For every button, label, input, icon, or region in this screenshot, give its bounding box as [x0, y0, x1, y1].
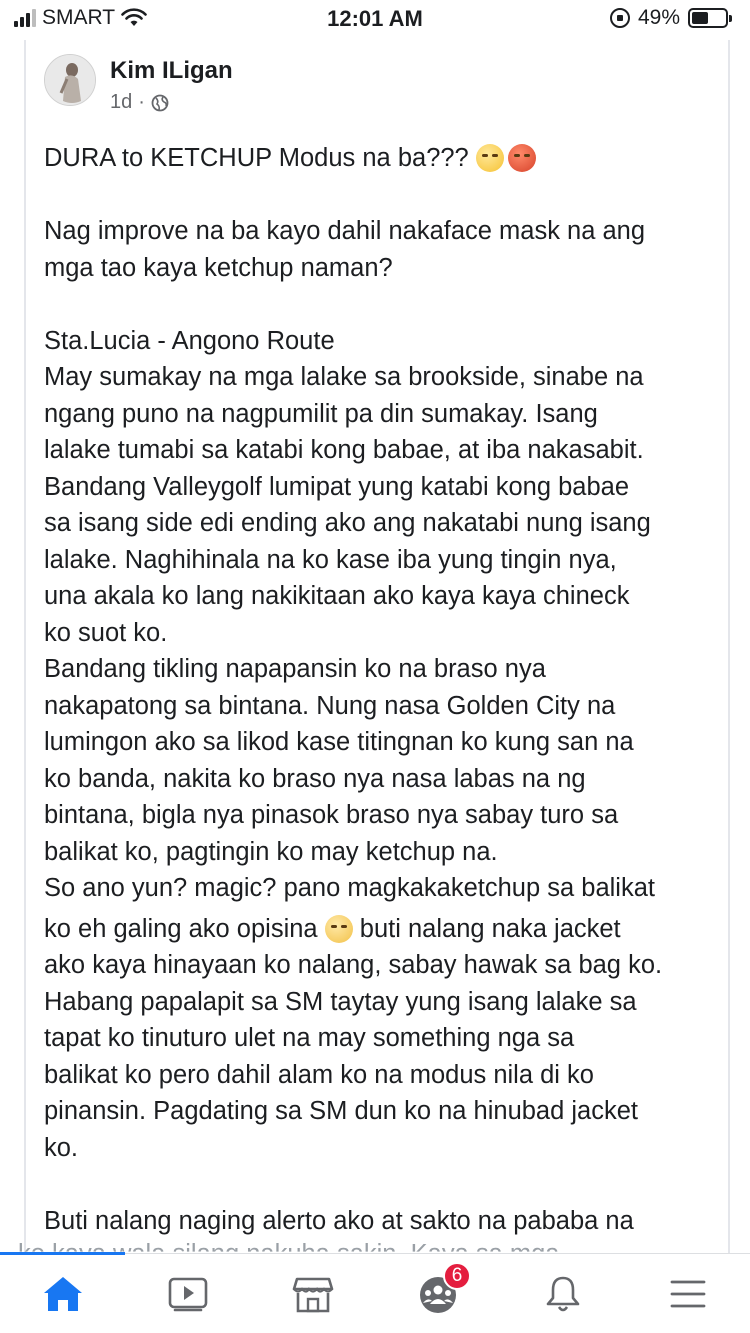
post-line: Habang papalapit sa SM taytay yung isang lalake sa	[44, 987, 637, 1016]
status-time: 12:01 AM	[327, 6, 423, 31]
tab-home[interactable]	[0, 1254, 125, 1333]
eye-roll-emoji-icon	[325, 915, 353, 943]
post-line	[44, 911, 724, 948]
post-text: buti nalang naka jacket	[352, 914, 621, 943]
angry-face-emoji-icon	[508, 144, 536, 172]
post-line: Bandang tikling napapansin ko na braso nya	[44, 655, 546, 683]
post-text: ko eh galing ako opisina	[44, 914, 325, 943]
notification-badge: 6	[443, 1262, 471, 1290]
post-line: Sta.Lucia - Angono Route	[44, 326, 335, 355]
store-icon	[290, 1273, 336, 1315]
carrier-name: SMART	[42, 6, 116, 29]
home-icon	[40, 1273, 86, 1315]
battery-fill	[692, 12, 708, 24]
post-line: lalake. Naghihinala na ko kase iba yung tingin nya,	[44, 545, 617, 574]
tired-face-emoji-icon	[476, 144, 504, 172]
post-line: ako kaya hinayaan ko nalang, sabay hawak sa bag ko.	[44, 951, 663, 979]
post-line: lumingon ako sa likod kase titingnan ko kung san na	[44, 728, 634, 756]
tab-marketplace[interactable]	[250, 1254, 375, 1333]
post-line: So ano yun? magic? pano magkakaketchup sa balikat	[44, 874, 655, 902]
post-line: ko suot ko.	[44, 618, 168, 647]
battery-percent: 49%	[637, 6, 680, 29]
post-line: balikat ko pero dahil alam ko na modus nila di ko	[44, 1060, 594, 1089]
post-line: una akala ko lang nakikitaan ako kaya kaya chineck	[44, 582, 630, 610]
post-body	[44, 140, 724, 1239]
tab-menu[interactable]	[625, 1254, 750, 1333]
tab-watch[interactable]	[125, 1254, 250, 1333]
menu-icon	[665, 1273, 711, 1315]
post-line: ko.	[44, 1133, 79, 1162]
post-meta	[110, 91, 233, 114]
post-line: Bandang Valleygolf lumipat yung katabi kong babae	[44, 472, 630, 501]
rotation-lock-icon	[610, 8, 630, 28]
tab-notifications[interactable]	[500, 1254, 625, 1333]
post-line: tapat ko tinuturo ulet na may something nga sa	[44, 1024, 575, 1052]
status-bar	[0, 0, 750, 40]
author-name[interactable]: Kim ILigan	[110, 57, 233, 84]
post-line: balikat ko, pagtingin ko may ketchup na.	[44, 837, 498, 866]
avatar[interactable]	[44, 54, 96, 106]
post-header	[44, 54, 233, 114]
status-right	[610, 6, 728, 30]
video-icon	[165, 1273, 211, 1315]
battery-icon	[688, 8, 728, 28]
post-line: May sumakay na mga lalake sa brookside, sinabe na	[44, 363, 644, 391]
post-line: sa isang side edi ending ako ang nakatabi nung isang	[44, 509, 651, 537]
bell-icon	[540, 1273, 586, 1315]
post-line: pinansin. Pagdating sa SM dun ko na hinubad jacket	[44, 1097, 638, 1125]
post-line: bintana, bigla nya pinasok braso nya sabay turo sa	[44, 801, 619, 829]
tab-groups[interactable]	[375, 1254, 500, 1333]
post-line: Buti nalang naging alerto ako at sakto na pababa na	[44, 1206, 634, 1235]
post-line: ngang puno na nagpumilit pa din sumakay. Isang	[44, 399, 598, 428]
post-line: ko banda, nakita ko braso nya nasa labas na ng	[44, 764, 586, 793]
post-line: nakapatong sa bintana. Nung nasa Golden City na	[44, 691, 616, 720]
globe-icon	[151, 94, 169, 112]
post-time[interactable]: 1d	[110, 91, 133, 113]
post-line: lalake tumabi sa katabi kong babae, at iba nakasabit.	[44, 436, 644, 464]
post-line: Nag improve na ba kayo dahil nakaface mask na ang	[44, 217, 646, 245]
post-line	[44, 140, 724, 177]
bottom-tab-bar	[0, 1253, 750, 1333]
post-line: mga tao kaya ketchup naman?	[44, 253, 393, 282]
post-text: DURA to KETCHUP Modus na ba???	[44, 144, 476, 172]
meta-separator: ·	[138, 91, 145, 113]
avatar-image	[45, 55, 96, 106]
post-card	[24, 40, 730, 1253]
post-author-block	[110, 54, 233, 114]
